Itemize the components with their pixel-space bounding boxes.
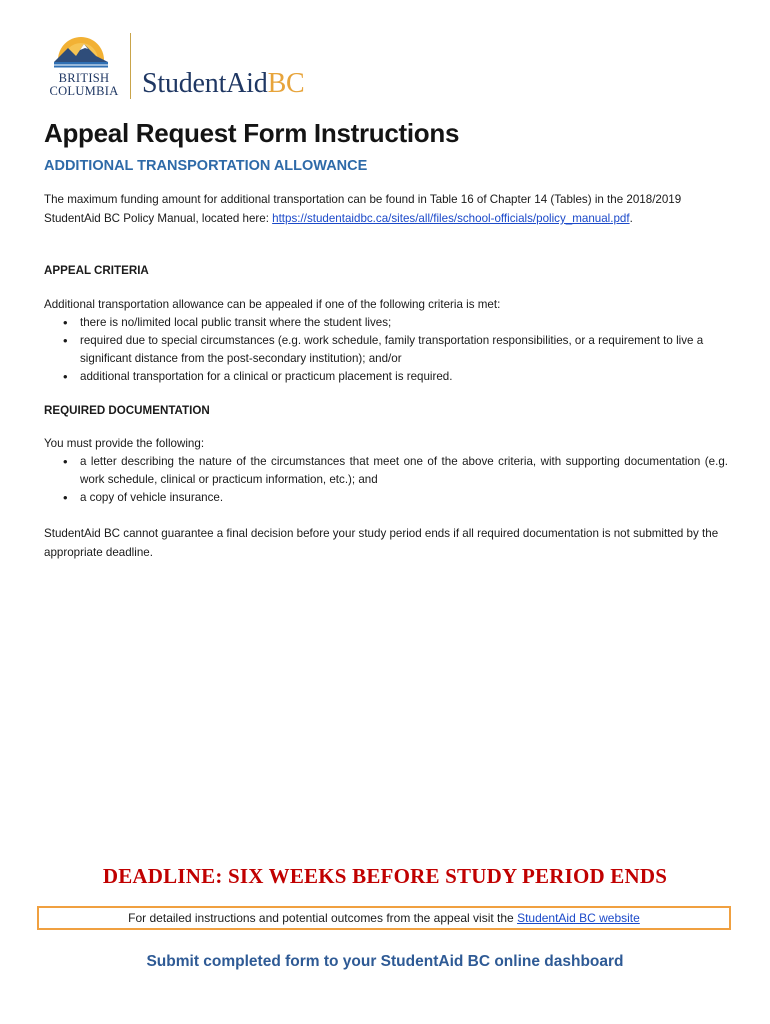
logo-divider	[130, 33, 131, 99]
appeal-criteria-heading: APPEAL CRITERIA	[44, 264, 149, 277]
brand-accent: BC	[267, 68, 305, 99]
studentaid-bc-wordmark	[142, 68, 305, 100]
province-line-1: BRITISH	[58, 71, 110, 85]
british-columbia-wordmark	[44, 72, 124, 98]
closing-paragraph: StudentAid BC cannot guarantee a final decision before your study period ends if all required documentation is not submitted by the appropriate deadline.	[44, 527, 719, 559]
list-item: • there is no/limited local public transit where the student lives;	[80, 314, 728, 332]
list-item: • required due to special circumstances (e.g. work schedule, family transportation responsibilities, or a requirement to live a significant distance from the post-secondary institution); and/or	[80, 332, 728, 368]
info-box	[37, 906, 731, 930]
deadline-banner: DEADLINE: SIX WEEKS BEFORE STUDY PERIOD ENDS	[102, 864, 668, 888]
studentaid-bc-logo	[44, 30, 364, 105]
documentation-list	[44, 453, 728, 507]
intro-text: The maximum funding amount for additional transportation can be found in Table 16 of Chapter 14 (Tables) in the 2018/2019 StudentAid BC Policy Manual, located here:	[44, 193, 682, 225]
list-item: • a letter describing the nature of the circumstances that meet one of the above criteria, with supporting documentation (e.g. work schedule, clinical or practicum information, etc.); and	[80, 453, 728, 489]
brand-main: StudentAid	[142, 68, 268, 99]
required-documentation-heading: REQUIRED DOCUMENTATION	[44, 404, 210, 417]
submit-instruction: Submit completed form to your StudentAid BC online dashboard	[146, 953, 624, 970]
info-box-text: For detailed instructions and potential outcomes from the appeal visit the	[128, 911, 518, 925]
studentaid-website-link[interactable]: StudentAid BC website	[517, 911, 640, 925]
intro-text-after: .	[629, 212, 633, 225]
page-title: Appeal Request Form Instructions	[44, 118, 460, 148]
policy-manual-link[interactable]: https://studentaidbc.ca/sites/all/files/school-officials/policy_manual.pdf	[272, 212, 630, 225]
page-subtitle: ADDITIONAL TRANSPORTATION ALLOWANCE	[44, 158, 368, 174]
bc-sun-mountain-icon	[50, 30, 112, 70]
documentation-lead: You must provide the following:	[44, 437, 205, 450]
province-line-2: COLUMBIA	[49, 84, 119, 98]
list-item: • additional transportation for a clinical or practicum placement is required.	[80, 368, 728, 386]
criteria-list	[44, 314, 728, 386]
list-item: • a copy of vehicle insurance.	[80, 489, 728, 507]
criteria-lead: Additional transportation allowance can be appealed if one of the following criteria is met:	[44, 298, 501, 311]
intro-paragraph	[44, 190, 728, 228]
